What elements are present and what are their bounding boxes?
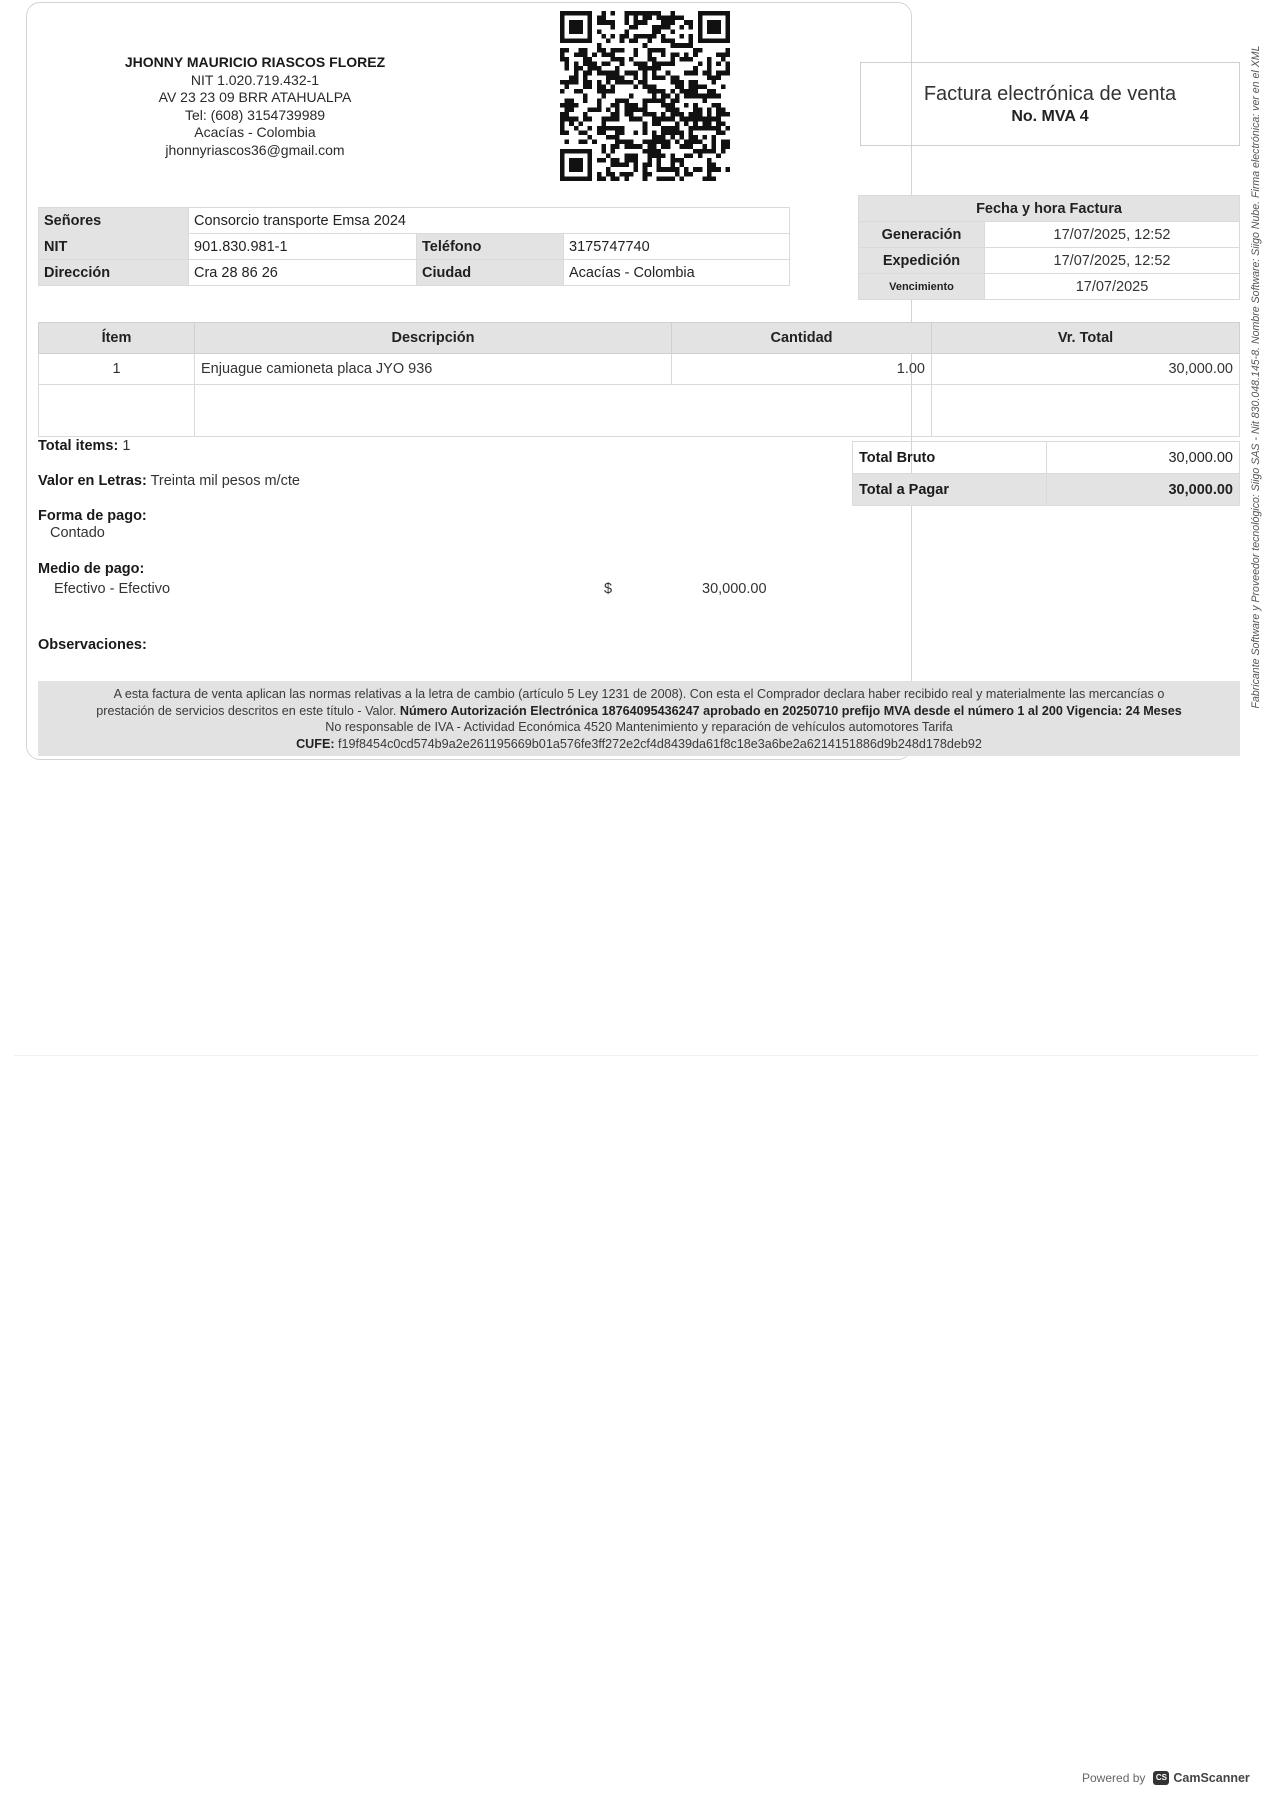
emitter-city: Acacías - Colombia [194, 124, 316, 140]
emitter-info [120, 54, 390, 159]
invoice-number: No. MVA 4 [1011, 108, 1089, 125]
forma-pago-label-line [38, 508, 147, 524]
invoice-title-box [860, 62, 1240, 146]
forma-pago-label: Forma de pago: [38, 508, 147, 524]
total-items-value: 1 [122, 438, 131, 454]
powered-by-footer [1082, 1771, 1250, 1785]
camscanner-icon: CS [1153, 1771, 1169, 1785]
emitter-address: AV 23 23 09 BRR ATAHUALPA [158, 89, 352, 105]
legal-line-2 [38, 703, 1240, 720]
total-items-line [38, 438, 130, 454]
dates-table [858, 195, 1240, 300]
medio-pago-label-line [38, 561, 144, 577]
software-provider-text: Fabricante Software y Proveedor tecnológico: Siigo SAS - Nit 830.048.145-8. Nombre Software: Siigo Nube. Firma electrónica: ver en el XML [1250, 45, 1262, 709]
expedicion-label: Expedición [859, 248, 985, 274]
col-header-descripcion: Descripción [195, 323, 672, 354]
senores-label: Señores [39, 208, 189, 234]
col-header-cantidad: Cantidad [672, 323, 932, 354]
total-items-label: Total items: [38, 438, 119, 454]
totals-table [852, 441, 1240, 506]
observaciones-label: Observaciones: [38, 637, 147, 653]
invoice-title: Factura electrónica de venta [923, 83, 1177, 105]
client-table [38, 207, 790, 286]
camscanner-brand: CamScanner [1173, 1771, 1250, 1785]
cufe-value: f19f8454c0cd574b9a2e261195669b01a576fe3ff272e2cf4d8439da61f8c18e3a6be2a6214151886d9b248d178deb92 [338, 736, 982, 751]
emitter-nit: NIT 1.020.719.432-1 [190, 71, 320, 88]
emitter-email: jhonnyriascos36@gmail.com [165, 141, 345, 158]
expedicion-value: 17/07/2025, 12:52 [985, 248, 1240, 274]
senores-value: Consorcio transporte Emsa 2024 [189, 208, 790, 234]
col-header-item: Ítem [39, 323, 195, 354]
generacion-label: Generación [859, 222, 985, 248]
item-description: Enjuague camioneta placa JYO 936 [195, 354, 672, 385]
dates-header: Fecha y hora Factura [859, 196, 1240, 222]
vencimiento-label: Vencimiento [859, 274, 985, 300]
camscanner-logo [1153, 1771, 1249, 1785]
page-divider [14, 1055, 1258, 1056]
authorization-text: Número Autorización Electrónica 18764095436247 aprobado en 20250710 prefijo MVA desde el número 1 al 200 Vigencia: 24 Meses [399, 703, 1182, 718]
medio-pago-currency: $ [604, 581, 613, 597]
item-number: 1 [39, 354, 195, 385]
nit-value: 901.830.981-1 [189, 234, 417, 260]
generacion-value: 17/07/2025, 12:52 [985, 222, 1240, 248]
emitter-name: JHONNY MAURICIO RIASCOS FLOREZ [124, 54, 386, 70]
valor-letras-value: Treinta mil pesos m/cte [150, 473, 300, 489]
legal-notice [38, 681, 1240, 756]
medio-pago-amount: 30,000.00 [702, 581, 767, 597]
medio-pago-label: Medio de pago: [38, 561, 145, 577]
telefono-label: Teléfono [417, 234, 564, 260]
total-pagar-label: Total a Pagar [853, 474, 1047, 506]
total-pagar-value: 30,000.00 [1047, 474, 1240, 506]
items-table [38, 322, 1240, 437]
vencimiento-value: 17/07/2025 [985, 274, 1240, 300]
valor-letras-line [38, 473, 300, 489]
cufe-line [38, 736, 1240, 753]
col-header-total: Vr. Total [932, 323, 1240, 354]
client-row-direccion [39, 260, 790, 286]
legal-line-2-text: prestación de servicios descritos en este título - Valor. [96, 703, 397, 718]
qr-code-icon [560, 10, 730, 182]
valor-letras-label: Valor en Letras: [38, 473, 147, 489]
forma-pago-value: Contado [50, 525, 105, 541]
item-quantity: 1.00 [672, 354, 932, 385]
table-filler-row [39, 385, 1240, 437]
table-row [39, 354, 1240, 385]
direccion-label: Dirección [39, 260, 189, 286]
legal-line-3: No responsable de IVA - Actividad Económica 4520 Mantenimiento y reparación de vehículos automotores Tarifa [325, 720, 953, 734]
item-total: 30,000.00 [932, 354, 1240, 385]
legal-line-1: A esta factura de venta aplican las normas relativas a la letra de cambio (artículo 5 Ley 1231 de 2008). Con esta el Comprador declara haber recibido real y materialmente las mercancías o [113, 687, 1165, 701]
medio-pago-value: Efectivo - Efectivo [54, 581, 171, 597]
nit-label: NIT [39, 234, 189, 260]
total-bruto-label: Total Bruto [853, 442, 1047, 474]
emitter-phone: Tel: (608) 3154739989 [184, 106, 326, 123]
ciudad-label: Ciudad [417, 260, 564, 286]
ciudad-value: Acacías - Colombia [564, 260, 790, 286]
telefono-value: 3175747740 [564, 234, 790, 260]
direccion-value: Cra 28 86 26 [189, 260, 417, 286]
observaciones-line [38, 637, 147, 653]
cufe-label: CUFE: [296, 736, 335, 751]
client-row-senores [39, 208, 790, 234]
powered-by-text: Powered by [1082, 1771, 1146, 1785]
total-bruto-value: 30,000.00 [1047, 442, 1240, 474]
client-row-nit [39, 234, 790, 260]
